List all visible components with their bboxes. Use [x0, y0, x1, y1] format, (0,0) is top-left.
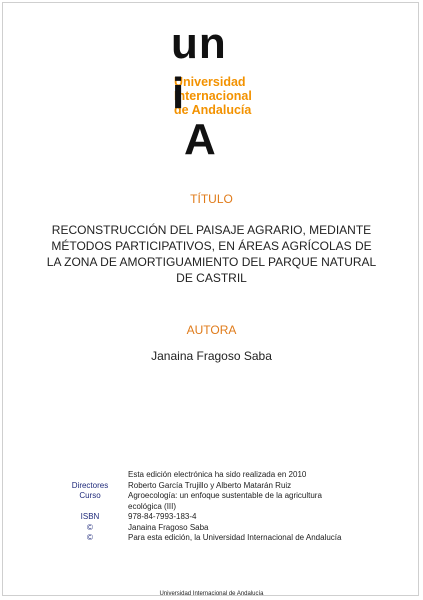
logo-a: A [184, 115, 216, 164]
metadata-key: Directores [71, 480, 109, 490]
metadata-value: Agroecología: un enfoque sustentable de la agricultura [128, 491, 322, 500]
title-line: MÉTODOS PARTICIPATIVOS, EN ÁREAS AGRÍCOLAS DE [51, 239, 372, 253]
document-title [0, 222, 423, 286]
author-label: AUTORA [186, 323, 237, 337]
metadata-key: © [87, 522, 93, 532]
title-line: RECONSTRUCCIÓN DEL PAISAJE AGRARIO, MEDIANTE [51, 223, 372, 237]
metadata-row [52, 512, 368, 523]
title-line: DE CASTRIL [176, 271, 247, 285]
metadata-row [52, 533, 368, 544]
metadata-value: 978-84-7993-183-4 [128, 512, 197, 521]
university-logo [168, 19, 278, 164]
metadata-key: ISBN [80, 512, 100, 521]
metadata-key [52, 502, 128, 513]
metadata-value: Para esta edición, la Universidad Internacional de Andalucía [128, 533, 342, 542]
metadata-row [52, 491, 368, 502]
title-line: LA ZONA DE AMORTIGUAMIENTO DEL PARQUE NATURAL [46, 255, 377, 269]
metadata-value: Esta edición electrónica ha sido realizada en 2010 [128, 470, 307, 479]
logo-text-universidad: Universidad [174, 75, 246, 89]
author-name: Janaina Fragoso Saba [151, 349, 272, 363]
metadata-value: ecológica (III) [128, 501, 177, 511]
logo-i: i [172, 69, 185, 118]
metadata-key: © [87, 533, 93, 542]
metadata-key: Curso [79, 491, 101, 500]
metadata-row [52, 470, 368, 481]
metadata-row [52, 481, 368, 492]
logo-text-andalucia: de Andalucía [174, 103, 252, 117]
edition-metadata [52, 470, 368, 544]
logo-text-internacional: Internacional [174, 89, 252, 103]
metadata-row [52, 523, 368, 534]
title-label: TÍTULO [190, 192, 233, 206]
metadata-key [52, 470, 128, 481]
metadata-value: Roberto García Trujillo y Alberto Matarán Ruiz [128, 480, 292, 490]
page-footer: Universidad Internacional de Andalucía [159, 591, 264, 597]
metadata-value: Janaina Fragoso Saba [128, 522, 209, 532]
metadata-row [52, 502, 368, 513]
logo-un: un [171, 19, 227, 68]
